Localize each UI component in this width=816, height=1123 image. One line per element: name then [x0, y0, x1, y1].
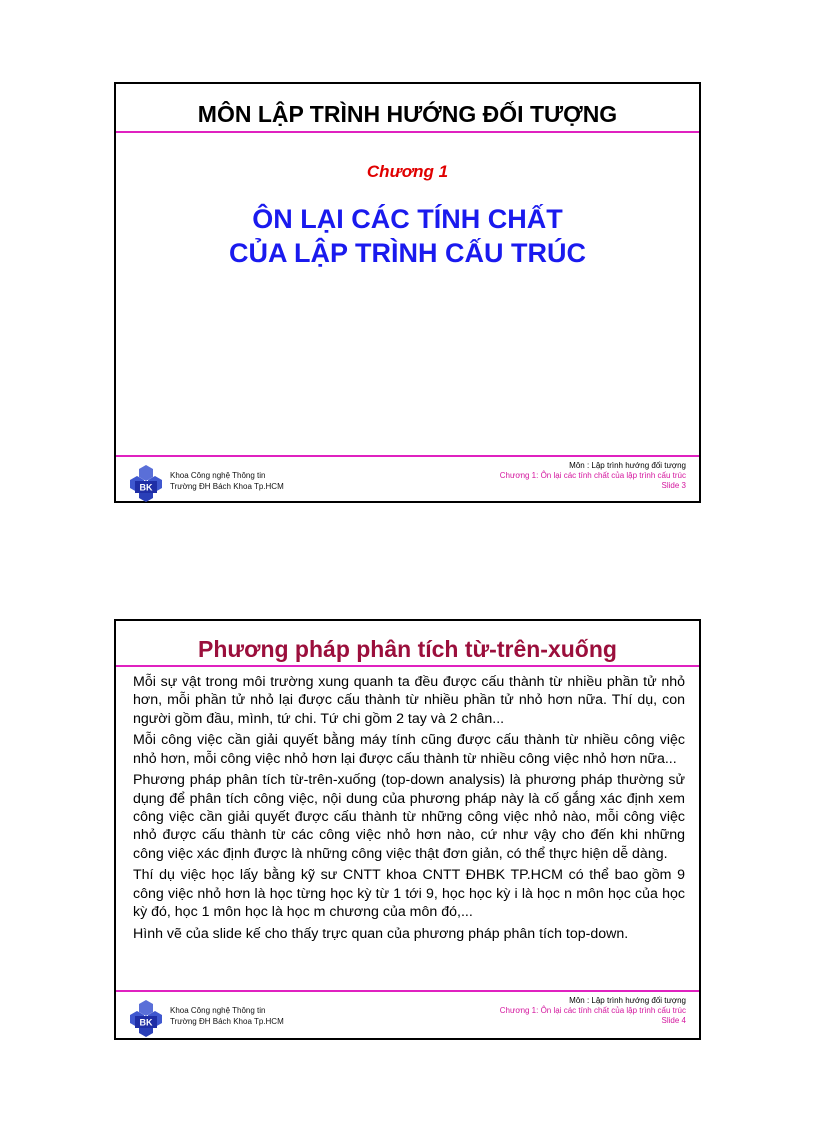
- slide-number: Slide 4: [661, 1016, 686, 1025]
- footer-course: Môn : Lập trình hướng đối tượng: [569, 461, 686, 470]
- title-divider: [116, 665, 699, 667]
- footer-chapter: Chương 1: Ôn lại các tính chất của lập trình cấu trúc: [499, 1006, 686, 1015]
- footer-faculty: Khoa Công nghệ Thông tin: [170, 471, 266, 480]
- logo-text: BK: [139, 1017, 153, 1028]
- chapter-label: Chương 1: [366, 162, 449, 181]
- slide-body: [133, 673, 685, 947]
- paragraph: Thí dụ việc học lấy bằng kỹ sư CNTT khoa CNTT ĐHBK TP.HCM có thể bao gồm 9 công việc nhỏ hơn là học từng học kỳ từ 1 tới 9, học học kỳ i là học n môn học của học kỳ đó, học 1 môn học là học m chương của môn đó,...: [133, 867, 685, 921]
- logo-text: BK: [139, 482, 153, 493]
- paragraph: Phương pháp phân tích từ-trên-xuống (top-down analysis) là phương pháp thường sử dụng để phân tích công việc, nội dung của phương pháp này là cố gắng xác định xem công việc cần giải quyết được cấu thành từ những công việc nhỏ nào, mỗi công việc nhỏ được cấu thành từ các công việc nhỏ hơn nào, cứ như vậy cho đến khi những công việc xác định được là những công việc thật đơn giản, có thể thực hiện dễ dàng.: [133, 772, 685, 862]
- footer-divider: [116, 455, 699, 457]
- title-divider: [116, 131, 699, 133]
- paragraph: Mỗi công việc cần giải quyết bằng máy tính cũng được cấu thành từ nhiều công việc nhỏ hơn, mỗi công việc nhỏ hơn lại được cấu thành từ nhiều công việc nhỏ hơn nữa...: [133, 732, 685, 767]
- slide-title: Phương pháp phân tích từ-trên-xuống: [198, 636, 617, 662]
- footer-faculty: Khoa Công nghệ Thông tin: [170, 1006, 266, 1015]
- chapter-title-line-1: ÔN LẠI CÁC TÍNH CHẤT: [252, 204, 563, 234]
- chapter-title: [116, 202, 699, 270]
- footer-course-info: [500, 996, 686, 1026]
- footer-institution: [170, 470, 284, 492]
- chapter-title-line-2: CỦA LẬP TRÌNH CẤU TRÚC: [229, 238, 586, 268]
- footer-chapter: Chương 1: Ôn lại các tính chất của lập trình cấu trúc: [499, 471, 686, 480]
- paragraph: Hình vẽ của slide kế cho thấy trực quan của phương pháp phân tích top-down.: [133, 925, 629, 942]
- footer-course-info: [500, 461, 686, 491]
- slide-4: [114, 619, 701, 1040]
- paragraph: Mỗi sự vật trong môi trường xung quanh ta đều được cấu thành từ nhiều phần tử nhỏ hơn, mỗi phần tử nhỏ lại được cấu thành từ nhiều phần tử nhỏ hơn nữa. Thí dụ, con người gồm đầu, mình, tứ chi. Tứ chi gồm 2 tay và 2 chân...: [133, 674, 685, 727]
- slide-number: Slide 3: [661, 481, 686, 490]
- bk-logo-icon: [126, 464, 166, 504]
- bk-logo-icon: [126, 999, 166, 1039]
- footer-institution: [170, 1005, 284, 1027]
- footer-university: Trường ĐH Bách Khoa Tp.HCM: [170, 1017, 284, 1026]
- slide-3: [114, 82, 701, 503]
- footer-course: Môn : Lập trình hướng đối tượng: [569, 996, 686, 1005]
- slide-title: MÔN LẬP TRÌNH HƯỚNG ĐỐI TƯỢNG: [197, 101, 618, 127]
- footer-university: Trường ĐH Bách Khoa Tp.HCM: [170, 482, 284, 491]
- footer-divider: [116, 990, 699, 992]
